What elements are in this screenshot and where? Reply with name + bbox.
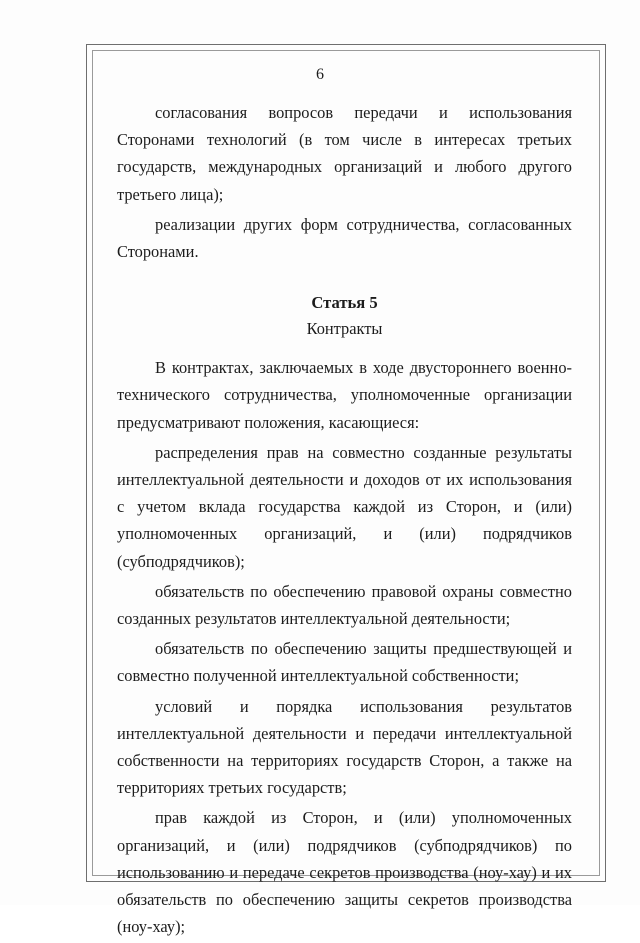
paragraph: В контрактах, заключаемых в ходе двустороннего военно-технического сотрудничества, уполномоченные организации предусматривают положения, касающиеся:: [117, 358, 572, 432]
article-heading: [117, 290, 572, 342]
document-body: [117, 99, 572, 943]
paragraph: обязательств по обеспечению правовой охраны совместно созданных результатов интеллектуальной деятельности;: [117, 581, 572, 629]
article-subtitle: Контракты: [306, 319, 383, 339]
page-number: 6: [316, 66, 324, 83]
paragraph: условий и порядка использования результатов интеллектуальной деятельности и передачи интеллектуальной собственности на территориях государств Сторон, а также на территориях третьих государств;: [117, 696, 572, 798]
paragraph: реализации других форм сотрудничества, согласованных Сторонами.: [117, 214, 572, 262]
article-title: Статья 5: [311, 293, 378, 313]
paragraph: согласования вопросов передачи и использования Сторонами технологий (в том числе в интересах третьих государств, международных организаций и любого другого третьего лица);: [117, 103, 572, 204]
paragraph: обязательств по обеспечению защиты предшествующей и совместно полученной интеллектуальной собственности;: [117, 639, 572, 686]
paragraph: прав каждой из Сторон, и (или) уполномоченных организаций, и (или) подрядчиков (субподрядчиков) по использованию и передаче секретов производства (ноу-хау) и их обязательств по обеспечению защиты секретов производства (ноу-хау);: [117, 808, 572, 937]
paragraph: распределения прав на совместно созданные результаты интеллектуальной деятельности и доходов от их использования с учетом вклада государства каждой из Сторон, и (или) уполномоченных организаций, и (или) подрядчиков (субподрядчиков);: [117, 442, 572, 571]
